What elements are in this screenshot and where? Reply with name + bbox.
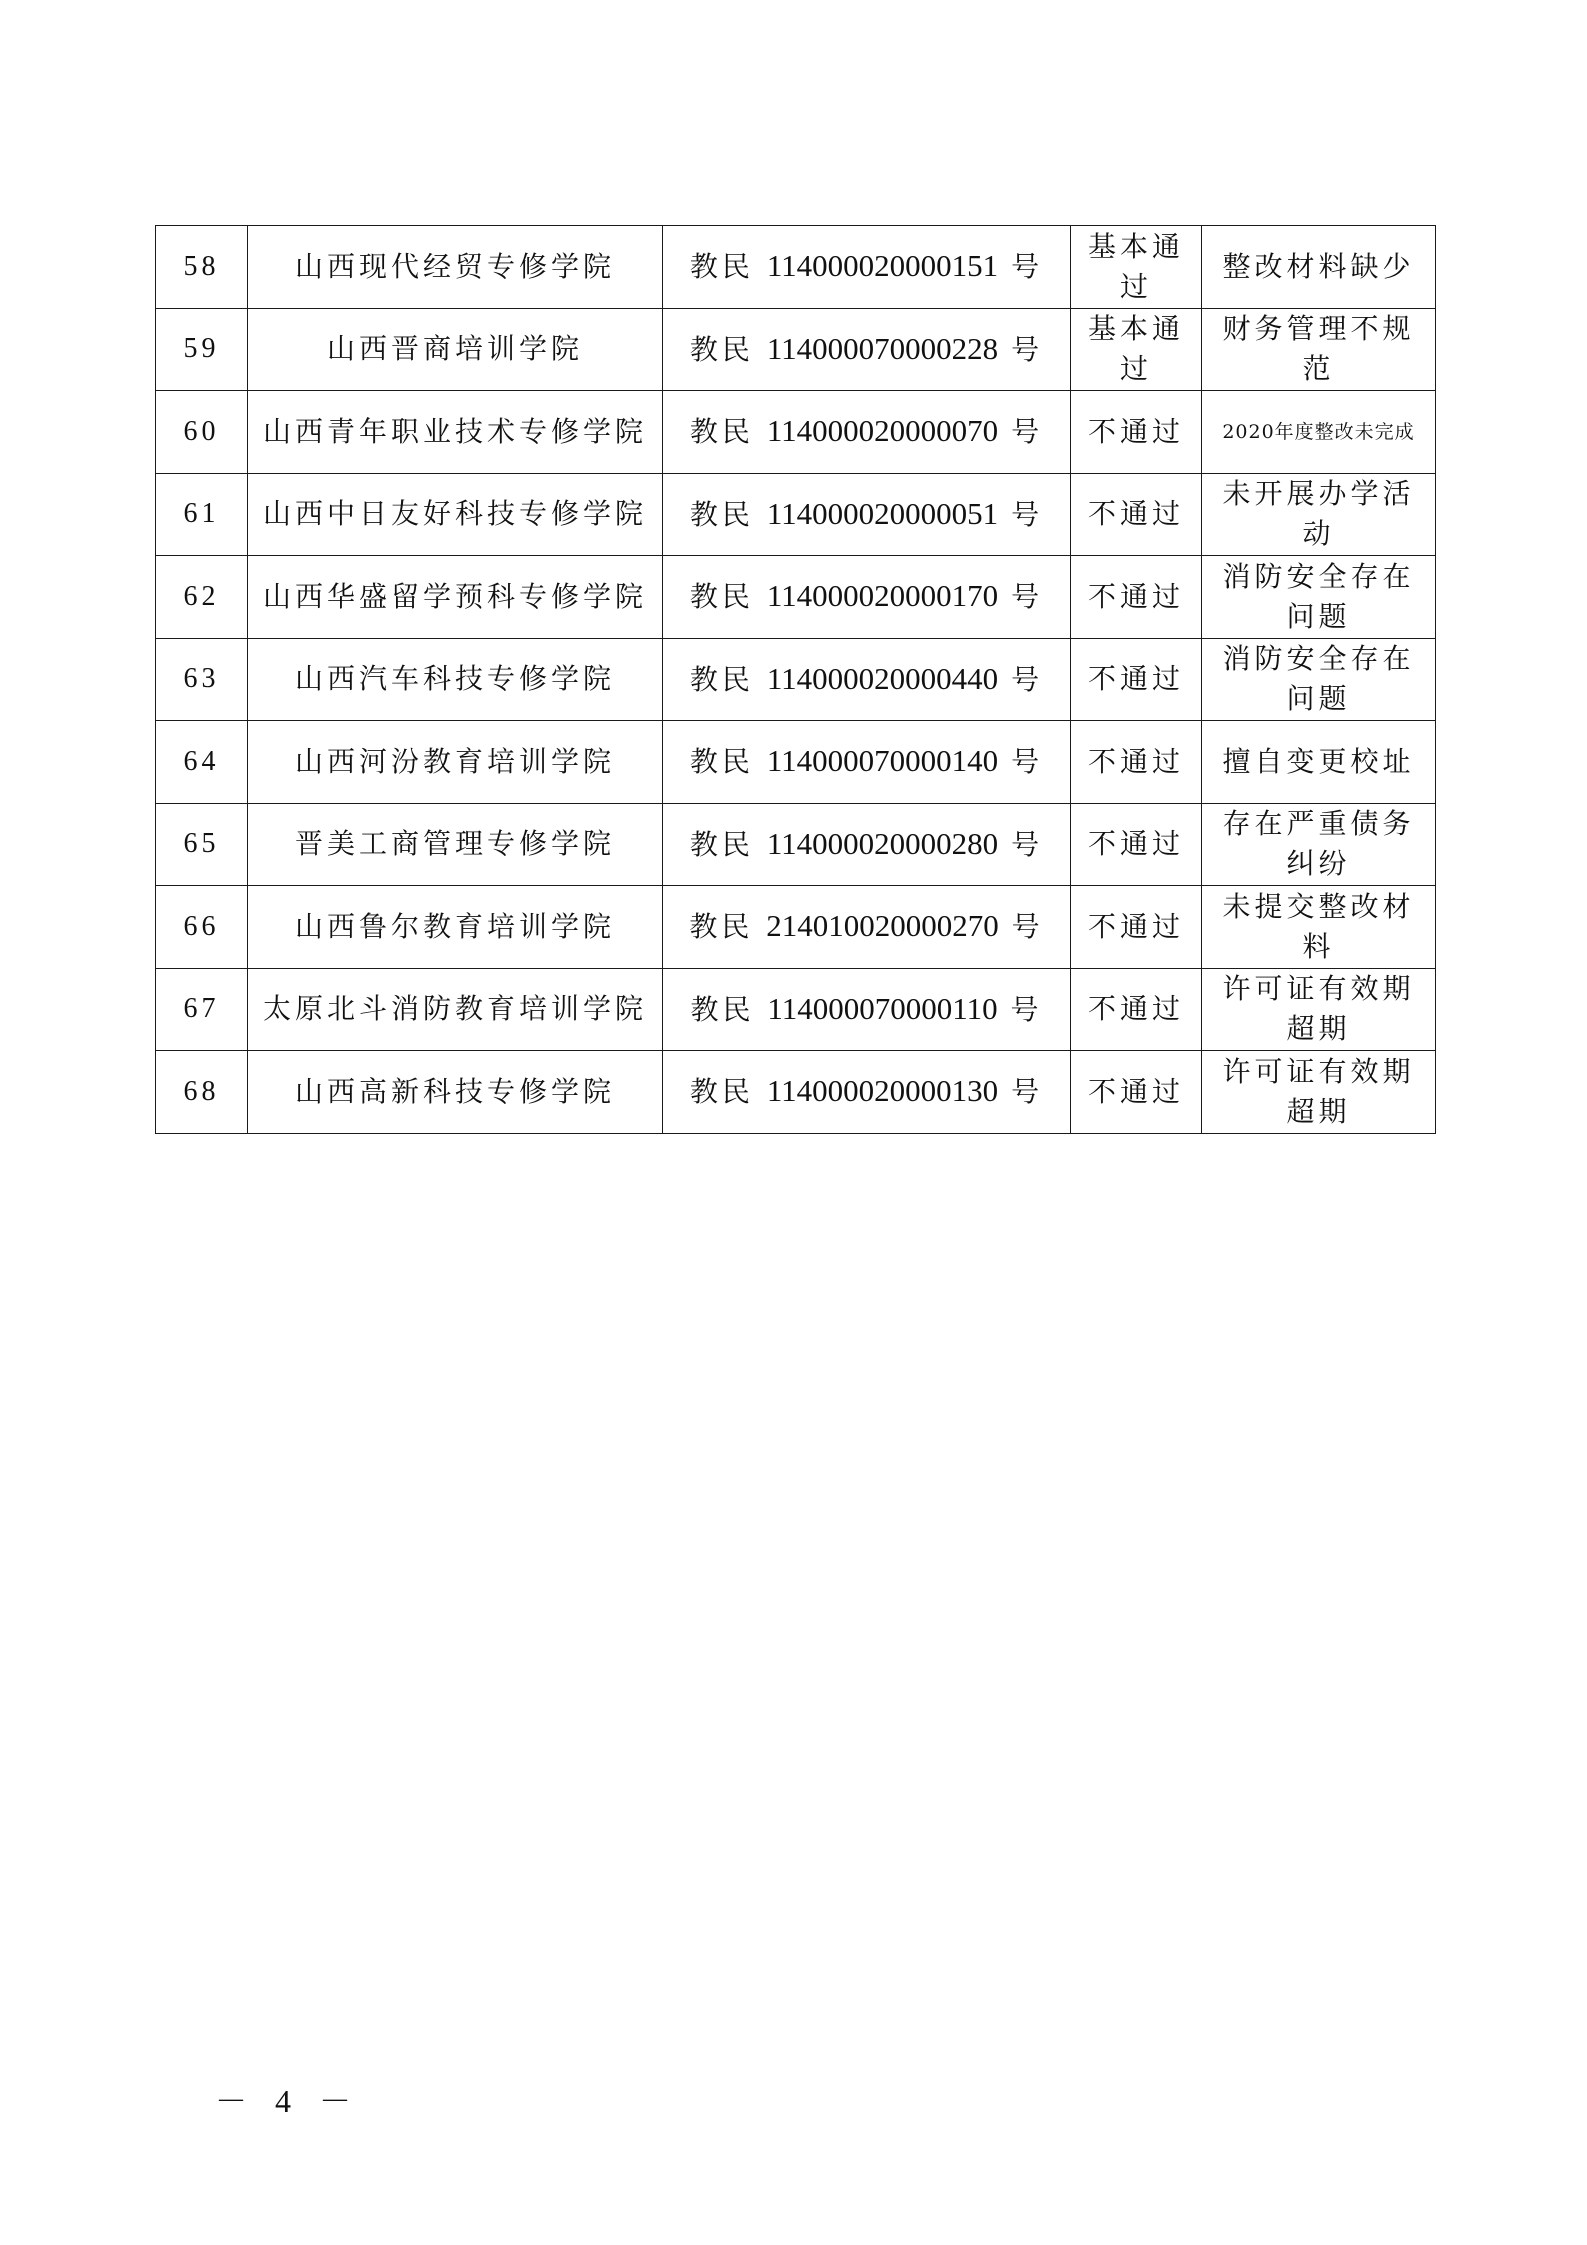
table-row	[156, 308, 1436, 391]
license-number-cell	[663, 1051, 1071, 1134]
result-cell: 不通过	[1071, 886, 1202, 969]
license-prefix: 教民	[689, 662, 754, 696]
license-suffix: 号	[1011, 1075, 1044, 1109]
license-prefix: 教民	[689, 827, 754, 861]
row-number-cell: 62	[156, 556, 248, 639]
license-suffix: 号	[1011, 910, 1044, 944]
row-number-cell: 67	[156, 968, 248, 1051]
license-number-cell	[663, 886, 1071, 969]
license-prefix: 教民	[689, 415, 754, 449]
result-cell: 基本通过	[1071, 226, 1202, 309]
license-suffix: 号	[1011, 662, 1044, 696]
license-code: 114000020000280	[766, 825, 999, 861]
license-prefix: 教民	[689, 910, 754, 944]
issue-cell: 擅自变更校址	[1202, 721, 1436, 804]
issue-cell: 未提交整改材料	[1202, 886, 1436, 969]
row-number-cell: 60	[156, 391, 248, 474]
issue-cell: 未开展办学活动	[1202, 473, 1436, 556]
license-suffix: 号	[1011, 250, 1044, 284]
license-number-cell	[663, 226, 1071, 309]
table-row	[156, 226, 1436, 309]
issue-cell: 存在严重债务纠纷	[1202, 803, 1436, 886]
license-prefix: 教民	[689, 1075, 754, 1109]
table-row	[156, 556, 1436, 639]
license-number-cell	[663, 473, 1071, 556]
row-number-cell: 65	[156, 803, 248, 886]
license-prefix: 教民	[689, 250, 754, 284]
issue-cell: 财务管理不规范	[1202, 308, 1436, 391]
row-number-cell: 59	[156, 308, 248, 391]
license-code: 114000070000140	[766, 743, 999, 779]
school-name-cell: 山西青年职业技术专修学院	[248, 391, 663, 474]
license-prefix: 教民	[690, 992, 755, 1026]
license-code: 114000020000130	[766, 1073, 999, 1109]
issue-cell: 许可证有效期超期	[1202, 1051, 1436, 1134]
license-suffix: 号	[1011, 745, 1044, 779]
result-cell: 不通过	[1071, 803, 1202, 886]
issue-cell: 消防安全存在问题	[1202, 556, 1436, 639]
row-number-cell: 64	[156, 721, 248, 804]
school-name-cell: 山西河汾教育培训学院	[248, 721, 663, 804]
school-name-cell: 山西汽车科技专修学院	[248, 638, 663, 721]
license-suffix: 号	[1010, 992, 1043, 1026]
school-name-cell: 山西鲁尔教育培训学院	[248, 886, 663, 969]
school-name-cell: 晋美工商管理专修学院	[248, 803, 663, 886]
row-number-cell: 68	[156, 1051, 248, 1134]
row-number-cell: 66	[156, 886, 248, 969]
license-number-cell	[663, 638, 1071, 721]
license-code: 114000020000440	[766, 660, 999, 696]
row-number-cell: 61	[156, 473, 248, 556]
license-prefix: 教民	[689, 580, 754, 614]
school-name-cell: 山西华盛留学预科专修学院	[248, 556, 663, 639]
result-cell: 不通过	[1071, 391, 1202, 474]
row-number-cell: 63	[156, 638, 248, 721]
license-number-cell	[663, 968, 1071, 1051]
license-code: 214010020000270	[766, 908, 999, 944]
issue-cell: 消防安全存在问题	[1202, 638, 1436, 721]
school-name-cell: 山西现代经贸专修学院	[248, 226, 663, 309]
issue-cell: 2020年度整改未完成	[1202, 391, 1436, 474]
result-cell: 不通过	[1071, 638, 1202, 721]
table-row	[156, 1051, 1436, 1134]
license-prefix: 教民	[689, 332, 754, 366]
license-code: 114000070000110	[767, 990, 998, 1026]
table-row	[156, 803, 1436, 886]
table-row	[156, 886, 1436, 969]
row-number-cell: 58	[156, 226, 248, 309]
license-code: 114000020000051	[766, 495, 999, 531]
result-cell: 不通过	[1071, 556, 1202, 639]
license-code: 114000020000170	[766, 578, 999, 614]
page-number: － 4 －	[215, 2083, 362, 2119]
table-body	[156, 226, 1436, 1134]
school-name-cell: 山西高新科技专修学院	[248, 1051, 663, 1134]
license-number-cell	[663, 308, 1071, 391]
table-row	[156, 721, 1436, 804]
license-suffix: 号	[1011, 332, 1044, 366]
license-number-cell	[663, 721, 1071, 804]
table-row	[156, 473, 1436, 556]
issue-cell: 许可证有效期超期	[1202, 968, 1436, 1051]
license-code: 114000020000151	[766, 248, 999, 284]
school-name-cell: 山西晋商培训学院	[248, 308, 663, 391]
result-cell: 不通过	[1071, 1051, 1202, 1134]
table-row	[156, 638, 1436, 721]
school-name-cell: 太原北斗消防教育培训学院	[248, 968, 663, 1051]
license-suffix: 号	[1011, 580, 1044, 614]
license-suffix: 号	[1011, 497, 1044, 531]
license-code: 114000020000070	[766, 413, 999, 449]
license-prefix: 教民	[689, 497, 754, 531]
license-suffix: 号	[1011, 827, 1044, 861]
license-number-cell	[663, 391, 1071, 474]
school-name-cell: 山西中日友好科技专修学院	[248, 473, 663, 556]
table-row	[156, 968, 1436, 1051]
license-prefix: 教民	[689, 745, 754, 779]
license-suffix: 号	[1011, 415, 1044, 449]
result-cell: 不通过	[1071, 721, 1202, 804]
license-code: 114000070000228	[766, 330, 999, 366]
license-number-cell	[663, 556, 1071, 639]
issue-cell: 整改材料缺少	[1202, 226, 1436, 309]
result-cell: 基本通过	[1071, 308, 1202, 391]
table-row	[156, 391, 1436, 474]
result-cell: 不通过	[1071, 473, 1202, 556]
school-inspection-table	[155, 225, 1436, 1134]
result-cell: 不通过	[1071, 968, 1202, 1051]
license-number-cell	[663, 803, 1071, 886]
